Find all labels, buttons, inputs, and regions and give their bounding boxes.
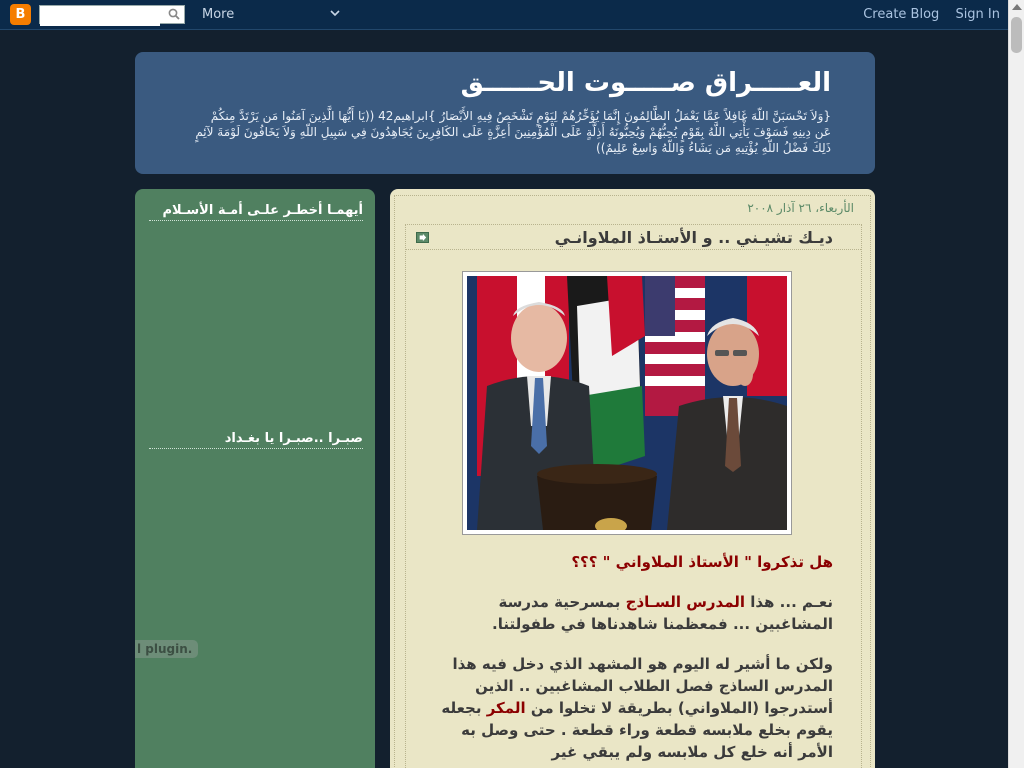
post-paragraph: نعـم ... هذا المدرس السـاذج بمسرحية مدرسة المشاغبين ... فمعظمنا شاهدناها في طفولتنا.	[492, 593, 833, 633]
post-arrow-icon	[416, 232, 429, 243]
post-image[interactable]	[462, 271, 792, 535]
sidebar-widget-title: صبـرا ..صبـرا يا بغـداد	[149, 431, 363, 449]
post-question: هل تذكروا " الأستاذ الملاواني " ؟؟؟	[571, 553, 833, 571]
post	[405, 224, 862, 768]
scroll-thumb[interactable]	[1011, 17, 1022, 53]
missing-plugin-notice[interactable]: l plugin.	[135, 640, 198, 658]
sidebar-widget-title: أيهمـا أخطـر علـى أمـة الأسـلام	[149, 203, 363, 221]
highlight-text: المدرس السـاذج	[625, 593, 746, 611]
vertical-scrollbar[interactable]	[1008, 0, 1024, 768]
post-paragraph: ولكن ما أشير له اليوم هو المشهد الذي دخل فيه هذا المدرس الساذج فصل الطلاب المشاغبين .. الذين أستدرجوا (الملاواني) بطريقة لا تخلوا من المكر بجعله يقوم بخلع ملابسه قطعة وراء قطعة . حتى وصل به الأمر أنه خلع كل ملابسه ولم يبقي غير	[441, 655, 833, 761]
navbar-search-input[interactable]	[40, 9, 160, 26]
navbar-right-links	[851, 7, 1000, 22]
search-icon[interactable]	[168, 8, 180, 20]
post-date-header: الأربعاء، ٢٦ آذار ٢٠٠٨	[747, 201, 854, 215]
post-title-row	[406, 225, 861, 250]
blog-title[interactable]: العـــــراق صـــــوت الحــــــق	[460, 68, 831, 98]
post-title[interactable]: ديـك تشيـني .. و الأستـاذ الملاوانـي	[554, 228, 833, 247]
blog-header	[135, 52, 875, 174]
sidebar	[135, 189, 375, 768]
create-blog-link[interactable]: Create Blog	[863, 7, 940, 22]
more-menu-button[interactable]: More	[202, 7, 235, 22]
post-photo	[467, 276, 787, 530]
blogger-navbar	[0, 0, 1008, 30]
navbar-search	[39, 5, 185, 24]
blogger-logo-icon[interactable]: B	[10, 4, 31, 25]
highlight-text: المكر	[486, 699, 526, 717]
sign-in-link[interactable]: Sign In	[955, 7, 1000, 22]
main-content	[390, 189, 875, 768]
post-body	[423, 551, 833, 768]
main-inner-frame	[394, 195, 871, 768]
blog-description: {وَلاَ تَحْسَبَنَّ اللّهَ غَافِلاً عَمَّا يَعْمَلُ الظَّالِمُونَ إِنَّمَا يُؤَخِّرُهُمْ لِيَوْمٍ تَشْخَصُ فِيهِ الأَبْصَارُ }ابراهيم42 ((يَا أَيُّهَا الَّذِينَ آمَنُوا مَن يَرْتَدَّ مِنكُمْ عَن دِينِهِ فَسَوْفَ يَأْتِي اللَّهُ بِقَوْمٍ يُحِبُّهُمْ وَيُحِبُّونَهُ أَذِلَّةٍ عَلَى الْمُؤْمِنِينَ أَعِزَّةٍ عَلَى الكَافِرِينَ يُجَاهِدُونَ فِي سَبِيلِ اللّهِ وَلاَ يَخَافُونَ لَوْمَةَ لآئِمٍ ذَلِكَ فَضْلُ اللّهِ يُؤْتِيهِ مَن يَشَاءُ وَاللّهُ وَاسِعٌ عَلِيمٌ))	[195, 109, 831, 155]
chevron-down-icon[interactable]	[328, 6, 342, 20]
scroll-up-arrow-icon[interactable]	[1012, 4, 1022, 10]
